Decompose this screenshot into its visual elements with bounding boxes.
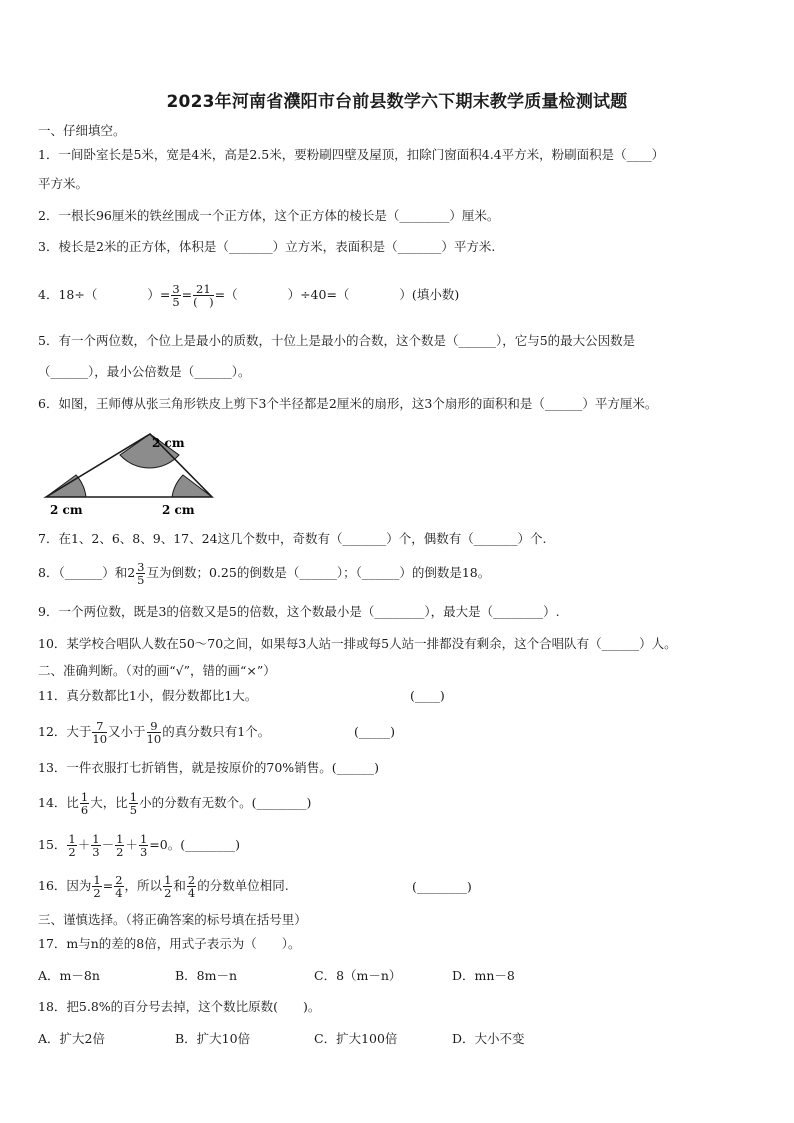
q15-op-3: ＋ xyxy=(125,837,138,852)
page-title: 2023年河南省濮阳市台前县数学六下期末教学质量检测试题 xyxy=(166,92,628,112)
label-left: 2 cm xyxy=(50,503,83,517)
question-17-option-b: B．8m－n xyxy=(175,968,238,983)
q16-fraction-c: $\frac{1}{2}$ xyxy=(164,873,172,900)
q14-fraction-2: $\frac{1}{5}$ xyxy=(129,790,138,817)
q14-prefix: 14．比 xyxy=(38,795,79,810)
question-16 xyxy=(38,866,289,906)
q16-fraction-b: $\frac{2}{4}$ xyxy=(115,873,123,900)
q12-fraction-2: $\frac{9}{10}$ xyxy=(146,719,162,746)
q16-and: 和 xyxy=(173,878,186,893)
question-12-blank: (_____) xyxy=(354,724,396,739)
question-11: 11．真分数都比1小，假分数都比1大。 xyxy=(38,688,258,703)
label-right: 2 cm xyxy=(162,503,195,517)
question-16-blank: (________) xyxy=(412,879,472,894)
q14-fraction-1: $\frac{1}{6}$ xyxy=(80,790,89,817)
q16-suffix: 的分数单位相同. xyxy=(197,878,289,893)
q4-suffix: =（ ）÷40=（ ）(填小数) xyxy=(214,287,460,302)
q15-fraction-c: $\frac{1}{2}$ xyxy=(116,832,124,859)
question-5-line-2: （______），最小公倍数是（______）。 xyxy=(38,364,251,379)
q15-fraction-a: $\frac{1}{2}$ xyxy=(68,832,76,859)
question-13: 13．一件衣服打七折销售，就是按原价的70%销售。(______) xyxy=(38,760,379,775)
question-15 xyxy=(38,825,240,865)
q15-fraction-d: $\frac{1}{3}$ xyxy=(139,832,148,859)
section-heading-choice: 三、谨慎选择。（将正确答案的标号填在括号里） xyxy=(38,912,307,927)
question-14 xyxy=(38,783,311,823)
question-18: 18．把5.8%的百分号去掉，这个数比原数( )。 xyxy=(38,999,321,1014)
right-sector xyxy=(172,475,212,497)
question-4 xyxy=(38,273,459,317)
question-17-option-d: D．mn－8 xyxy=(452,968,515,983)
question-9: 9．一个两位数，既是3的倍数又是5的倍数，这个数最小是（________），最大是（________）. xyxy=(38,604,560,619)
label-top: 2 cm xyxy=(152,436,185,450)
section-heading-judge: 二、准确判断。（对的画“√”，错的画“×”） xyxy=(38,663,276,678)
q8-suffix: 互为倒数；0.25的倒数是（______）；（______）的倒数是18。 xyxy=(146,565,491,580)
q16-fraction-d: $\frac{2}{4}$ xyxy=(187,873,196,900)
question-5-line-1: 5．有一个两位数，个位上是最小的质数，十位上是最小的合数，这个数是（______），它与5的最大公因数是 xyxy=(38,333,636,348)
q12-suffix: 的真分数只有1个。 xyxy=(162,724,271,739)
q16-equals: = xyxy=(102,878,114,893)
question-12 xyxy=(38,712,270,752)
question-3: 3．棱长是2米的正方体，体积是（_______）立方米，表面积是（_______）平方米. xyxy=(38,239,496,254)
q4-fraction-1: $\frac{3}{5}$ xyxy=(172,282,180,309)
q12-fraction-1: $\frac{7}{10}$ xyxy=(92,719,108,746)
section-heading-fill-in: 一、仔细填空。 xyxy=(38,123,126,138)
q16-fraction-a: $\frac{1}{2}$ xyxy=(93,873,101,900)
q16-prefix: 16．因为 xyxy=(38,878,92,893)
question-10: 10．某学校合唱队人数在50～70之间，如果每3人站一排或每5人站一排都没有剩余，这个合唱队有（______）人。 xyxy=(38,636,677,651)
question-17: 17．m与n的差的8倍，用式子表示为（ ）。 xyxy=(38,936,301,951)
triangle-sectors-figure xyxy=(40,430,230,520)
question-1-line-1: 1．一间卧室长是5米，宽是4米，高是2.5米，要粉刷四壁及屋顶，扣除门窗面积4.4平方米，粉刷面积是（____） xyxy=(38,147,665,162)
question-7: 7．在1、2、6、8、9、17、24这几个数中，奇数有（_______）个，偶数有（_______）个. xyxy=(38,531,547,546)
q16-mid: ，所以 xyxy=(124,878,163,893)
question-18-option-c: C．扩大100倍 xyxy=(314,1031,398,1046)
question-18-option-a: A．扩大2倍 xyxy=(38,1031,105,1046)
q4-fraction-2: $\frac{21}{( )}$ xyxy=(193,282,214,309)
question-11-blank: (____) xyxy=(410,688,445,703)
q15-op-1: ＋ xyxy=(77,837,91,852)
q12-prefix: 12．大于 xyxy=(38,724,92,739)
question-18-option-b: B．扩大10倍 xyxy=(175,1031,251,1046)
q14-mid: 大，比 xyxy=(90,795,128,810)
question-2: 2．一根长96厘米的铁丝围成一个正方体，这个正方体的棱长是（________）厘米。 xyxy=(38,208,500,223)
question-17-option-a: A．m－8n xyxy=(38,968,100,983)
q15-prefix: 15． xyxy=(38,837,67,852)
q12-mid: 又小于 xyxy=(108,724,146,739)
q14-suffix: 小的分数有无数个。(________) xyxy=(139,795,312,810)
q8-prefix: 8．（______）和2 xyxy=(38,565,136,580)
q8-fraction: $\frac{3}{5}$ xyxy=(137,560,145,587)
q15-suffix: =0。(________) xyxy=(149,837,240,852)
q15-fraction-b: $\frac{1}{3}$ xyxy=(92,832,100,859)
question-17-option-c: C．8（m－n） xyxy=(314,968,402,983)
q4-equals: = xyxy=(181,287,193,302)
question-1-line-2: 平方米。 xyxy=(38,176,89,191)
q15-op-2: － xyxy=(101,837,115,852)
question-18-option-d: D．大小不变 xyxy=(452,1031,525,1046)
question-8 xyxy=(38,553,490,593)
question-6: 6．如图，王师傅从张三角形铁皮上剪下3个半径都是2厘米的扇形，这3个扇形的面积和是（______）平方厘米。 xyxy=(38,396,658,411)
q4-prefix: 4．18÷（ ）= xyxy=(38,287,171,302)
